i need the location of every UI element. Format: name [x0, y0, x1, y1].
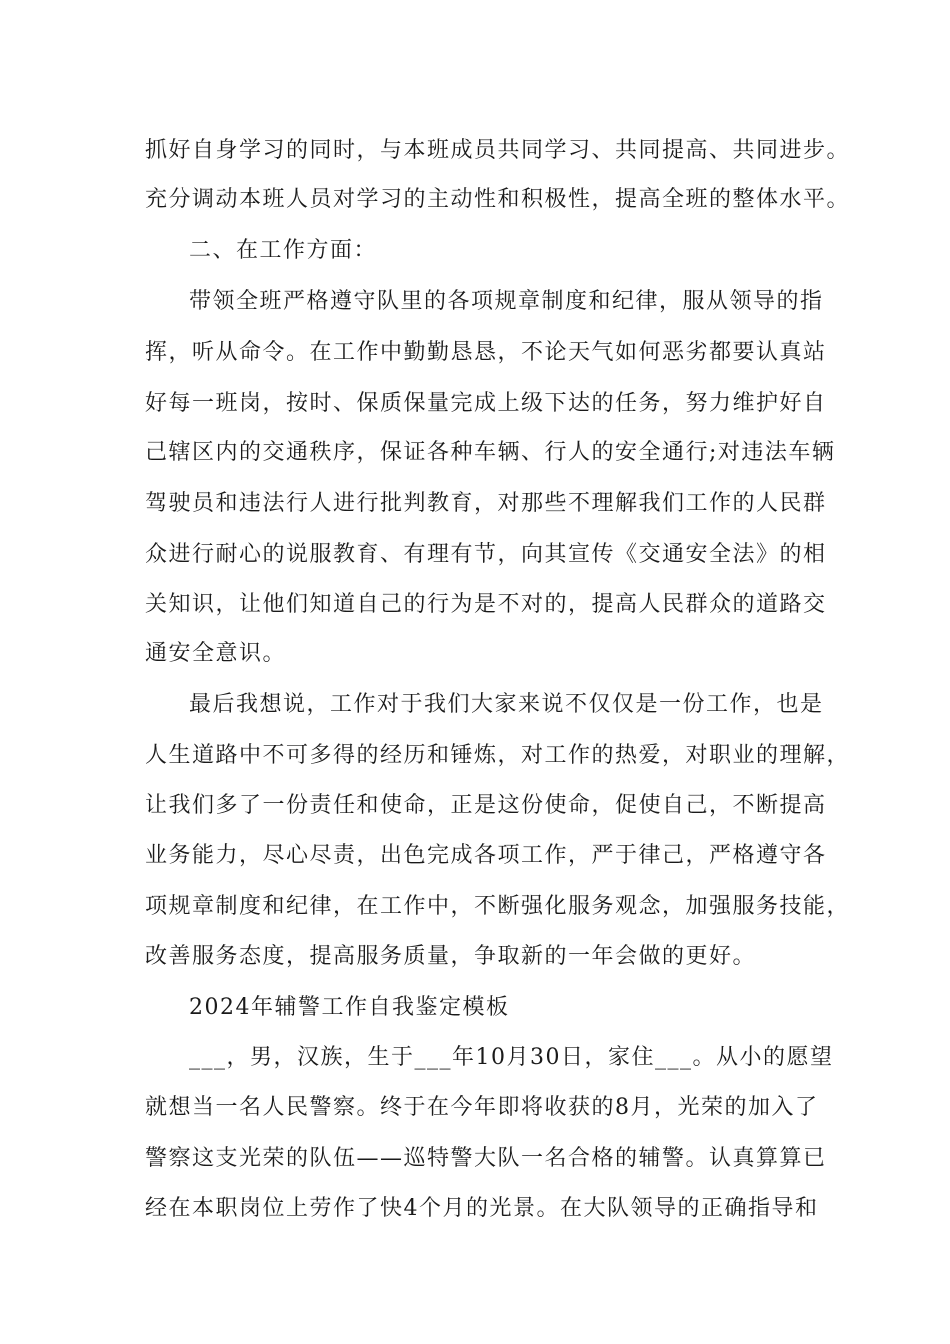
- text-line: 众进行耐心的说服教育、有理有节，向其宣传《交通安全法》的相: [145, 542, 827, 567]
- document-subtitle: 2024年辅警工作自我鉴定模板: [189, 995, 510, 1020]
- text-line: ___，男，汉族，生于___年10月30日，家住___。从小的愿望: [189, 1045, 834, 1070]
- text-line: 让我们多了一份责任和使命，正是这份使命，促使自己，不断提高: [145, 793, 827, 818]
- text-line: 经在本职岗位上劳作了快4个月的光景。在大队领导的正确指导和: [145, 1196, 819, 1221]
- text-line: 业务能力，尽心尽责，出色完成各项工作，严于律己，严格遵守各: [145, 843, 827, 868]
- text-line: 带领全班严格遵守队里的各项规章制度和纪律，服从领导的指: [189, 289, 824, 314]
- text-line: 人生道路中不可多得的经历和锤炼，对工作的热爱，对职业的理解，: [145, 743, 851, 768]
- text-line: 改善服务态度，提高服务质量，争取新的一年会做的更好。: [145, 944, 757, 969]
- text-line: 充分调动本班人员对学习的主动性和积极性，提高全班的整体水平。: [145, 187, 851, 212]
- text-line: 警察这支光荣的队伍——巡特警大队一名合格的辅警。认真算算已: [145, 1146, 827, 1171]
- text-line: 己辖区内的交通秩序，保证各种车辆、行人的安全通行;对违法车辆: [145, 440, 836, 465]
- text-line: 项规章制度和纪律，在工作中，不断强化服务观念，加强服务技能，: [145, 894, 851, 919]
- text-line: 好每一班岗，按时、保质保量完成上级下达的任务，努力维护好自: [145, 391, 827, 416]
- text-line: 关知识，让他们知道自己的行为是不对的，提高人民群众的道路交: [145, 592, 827, 617]
- text-line: 通安全意识。: [145, 641, 287, 666]
- text-line: 抓好自身学习的同时，与本班成员共同学习、共同提高、共同进步。: [145, 138, 851, 163]
- section-heading: 二、在工作方面：: [189, 238, 378, 263]
- text-line: 就想当一名人民警察。终于在今年即将收获的8月，光荣的加入了: [145, 1095, 819, 1120]
- text-line: 驾驶员和违法行人进行批判教育，对那些不理解我们工作的人民群: [145, 491, 827, 516]
- text-line: 最后我想说，工作对于我们大家来说不仅仅是一份工作，也是: [189, 692, 824, 717]
- text-line: 挥，听从命令。在工作中勤勤恳恳，不论天气如何恶劣都要认真站: [145, 340, 827, 365]
